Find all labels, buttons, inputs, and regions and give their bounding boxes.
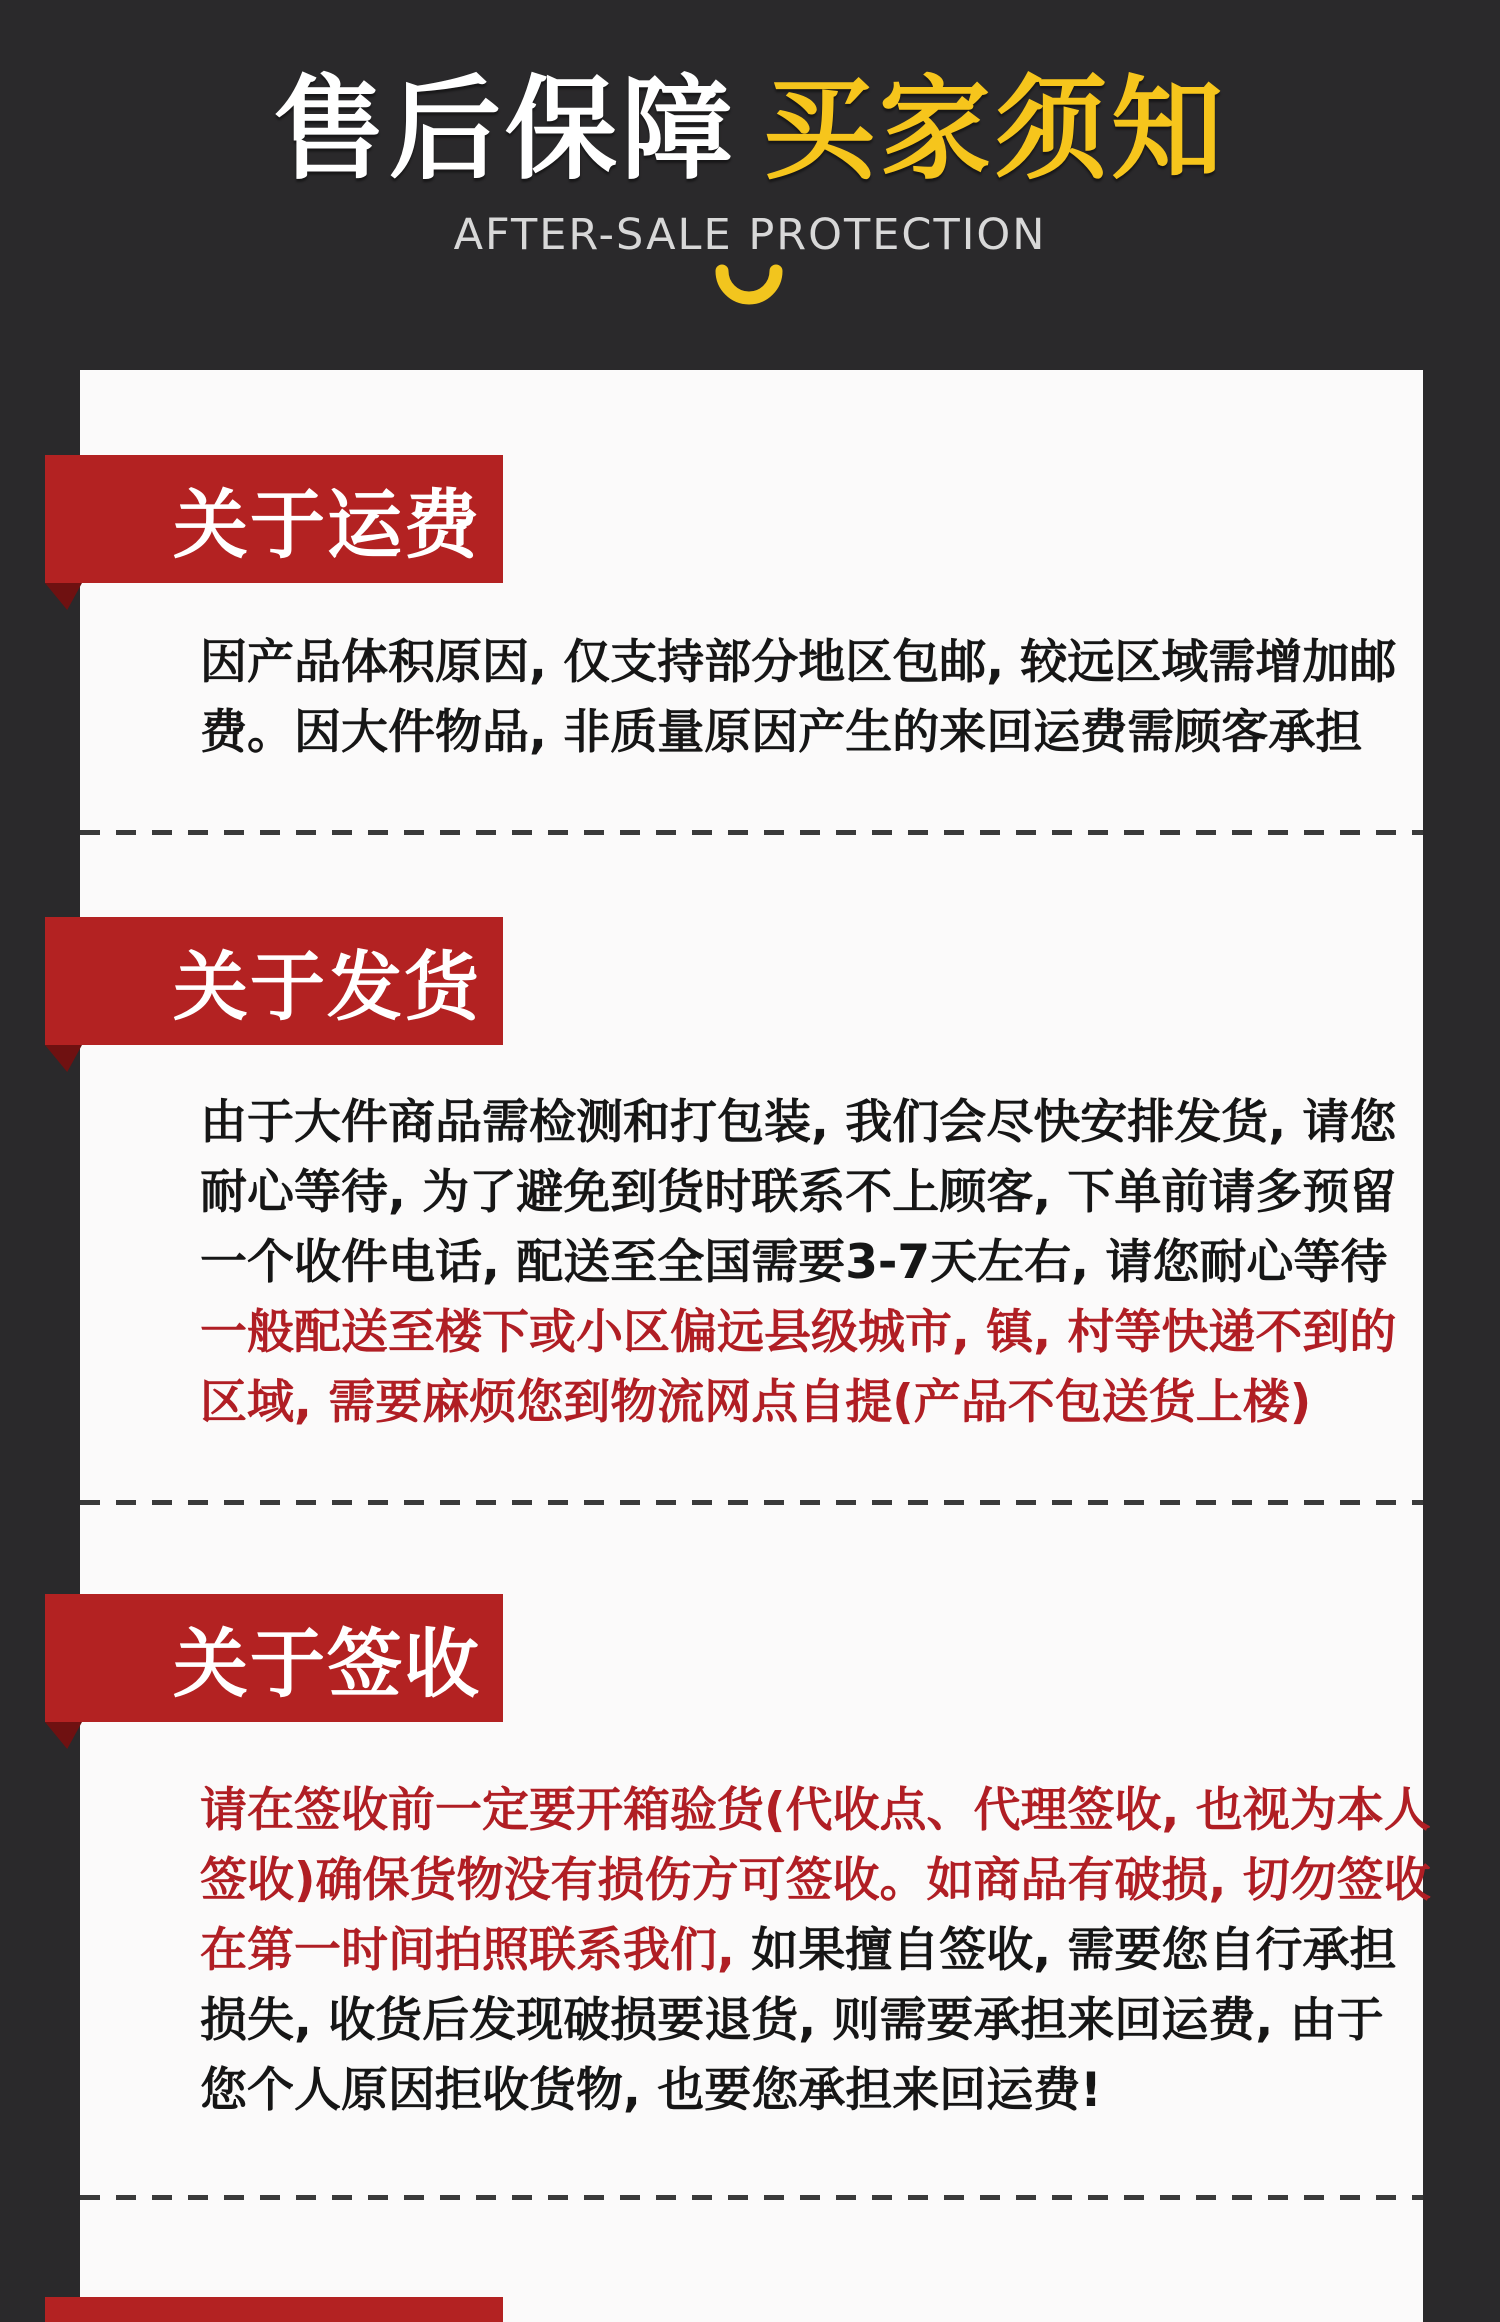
text-line-red: 签收)确保货物没有损伤方可签收。如商品有破损, 切勿签收 [200,1853,1431,1908]
text-line-red: 区域, 需要麻烦您到物流网点自提(产品不包送货上楼) [200,1375,1312,1430]
text-segment-red: 在第一时间拍照联系我们, [200,1923,752,1978]
text-line: 耐心等待, 为了避免到货时联系不上顾客, 下单前请多预留 [200,1165,1397,1220]
text-line-mixed [200,1916,1440,1986]
ribbon-partial-bottom [45,2297,503,2322]
ribbon-delivery [45,917,503,1045]
text-line: 费。因大件物品, 非质量原因产生的来回运费需顾客承担 [200,705,1363,760]
text-line: 由于大件商品需检测和打包装, 我们会尽快安排发货, 请您 [200,1095,1397,1150]
text-line-red: 一般配送至楼下或小区偏远县级城市, 镇, 村等快递不到的 [200,1305,1397,1360]
ribbon-label: 关于运费 [172,480,481,569]
dashed-divider [80,1500,1423,1505]
ribbon-sign-receipt [45,1594,503,1722]
ribbon-fold [45,1045,82,1072]
text-line: 您个人原因拒收货物, 也要您承担来回运费! [200,2063,1102,2118]
ribbon-fold [45,1722,82,1749]
text-line: 因产品体积原因, 仅支持部分地区包邮, 较远区域需增加邮 [200,635,1397,690]
dashed-divider [80,830,1423,835]
ribbon-label: 关于签收 [172,1619,481,1708]
sign-receipt-paragraph [200,1776,1440,2126]
title-after-sale: 售后保障 [273,65,737,195]
dashed-divider [80,2195,1423,2200]
ribbon-fold [45,583,82,610]
delivery-paragraph [200,1088,1440,1438]
shipping-fee-paragraph [200,628,1440,768]
title-buyer-notice: 买家须知 [763,65,1227,195]
text-segment-black: 如果擅自签收, 需要您自行承担 [751,1923,1397,1978]
page-subtitle: AFTER-SALE PROTECTION [453,210,1047,260]
ribbon-shipping-fee [45,455,503,583]
ribbon-label: 关于发货 [172,942,481,1031]
page-title [0,48,1500,193]
text-line: 损失, 收货后发现破损要退货, 则需要承担来回运费, 由于 [200,1993,1384,2048]
text-line-red: 请在签收前一定要开箱验货(代收点、代理签收, 也视为本人 [200,1783,1431,1838]
text-line: 一个收件电话, 配送至全国需要3-7天左右, 请您耐心等待 [200,1235,1388,1290]
smile-arc-icon [713,264,785,318]
